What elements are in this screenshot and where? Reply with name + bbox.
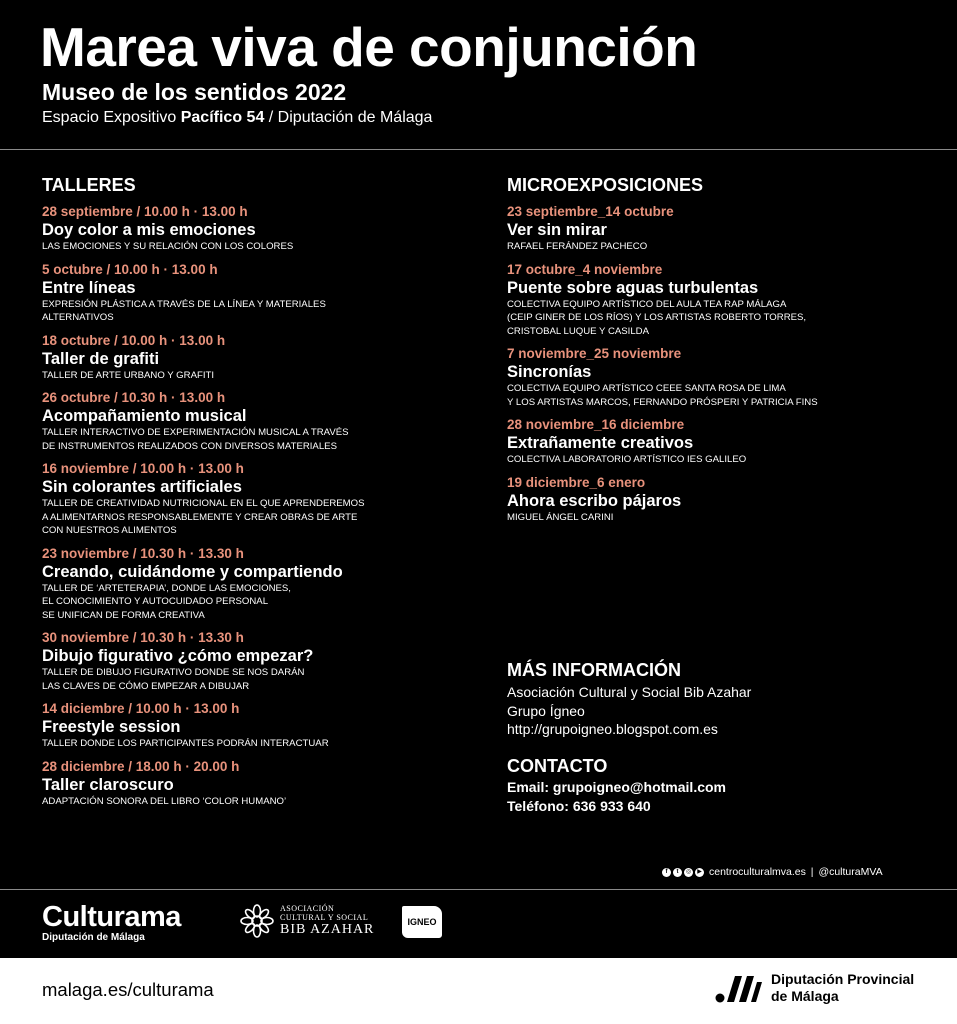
event-description: TALLER DONDE LOS PARTICIPANTES PODRÁN INTERACTUAR — [42, 738, 329, 749]
diputacion-logo — [715, 971, 914, 1005]
list-item — [42, 701, 482, 751]
talleres-list — [42, 204, 482, 808]
event-description: ADAPTACIÓN SONORA DEL LIBRO ‘COLOR HUMANO’ — [42, 795, 287, 807]
event-name: Creando, cuidándome y compartiendo — [42, 562, 343, 581]
event-date: 28 diciembre / 18.00 h · 20.00 h — [42, 758, 240, 774]
venue-prefix: Espacio Expositivo — [42, 109, 181, 126]
event-date: 28 noviembre_16 diciembre — [507, 417, 685, 432]
event-date: 23 septiembre_14 octubre — [507, 204, 674, 219]
event-description: TALLER DE ARTE URBANO Y GRAFITI — [42, 369, 215, 381]
event-name: Entre líneas — [42, 278, 136, 297]
culturama-subtitle: Diputación de Málaga — [42, 932, 145, 943]
twitter-icon[interactable]: t — [673, 868, 682, 877]
bib-line-3: BIB AZAHAR — [280, 922, 375, 937]
youtube-icon[interactable]: ▶ — [695, 868, 704, 877]
info-section — [507, 659, 927, 739]
event-name: Taller de grafiti — [42, 349, 160, 368]
list-item — [507, 417, 927, 467]
event-date: 19 diciembre_6 enero — [507, 474, 646, 490]
list-item — [507, 346, 927, 409]
list-item — [42, 204, 482, 254]
event-date: 26 octubre / 10.30 h · 13.00 h — [42, 390, 226, 405]
logos-bar — [0, 890, 957, 958]
list-item — [42, 262, 482, 325]
igneo-logo: IGNEO — [402, 906, 442, 938]
info-heading: MÁS INFORMACIÓN — [507, 660, 681, 680]
contact-phone: Teléfono: 636 933 640 — [507, 797, 651, 814]
social-separator: | — [807, 866, 817, 878]
info-link-blog[interactable]: http://grupoigneo.blogspot.com.es — [507, 721, 718, 737]
event-name: Ver sin mirar — [507, 221, 607, 239]
event-description: MIGUEL ÁNGEL CARINI — [507, 511, 614, 523]
talleres-heading: TALLERES — [42, 175, 136, 195]
event-name: Taller claroscuro — [42, 775, 174, 794]
info-line-group: Grupo Ígneo — [507, 702, 585, 719]
microexposiciones-list — [507, 204, 927, 524]
social-handle[interactable]: @culturaMVA — [818, 866, 883, 878]
bib-line-1: ASOCIACIÓN — [280, 904, 335, 913]
bib-line-2: CULTURAL Y SOCIAL — [280, 913, 369, 922]
contact-heading: CONTACTO — [507, 756, 608, 776]
event-name: Sin colorantes artificiales — [42, 478, 242, 496]
culturama-logo — [42, 902, 181, 944]
list-item — [42, 759, 482, 809]
list-item — [507, 475, 927, 525]
event-description: COLECTIVA EQUIPO ARTÍSTICO DEL AULA TEA RAP MÁLAGA (CEIP GINER DE LOS RÍOS) Y LOS ARTISTAS ROBERTO TORRES, CRISTOBAL LUQUE Y CASILDA — [507, 298, 807, 337]
event-date: 7 noviembre_25 noviembre — [507, 346, 682, 361]
info-line-association: Asociación Cultural y Social Bib Azahar — [507, 684, 752, 700]
event-description: EXPRESIÓN PLÁSTICA A TRAVÉS DE LA LÍNEA Y MATERIALES ALTERNATIVOS — [42, 298, 326, 323]
event-date: 18 octubre / 10.00 h · 13.00 h — [42, 332, 226, 348]
event-description: TALLER DE ‘ARTETERAPIA’, DONDE LAS EMOCIONES, EL CONOCIMIENTO Y AUTOCUIDADO PERSONAL SE UNIFICAN DE FORMA CREATIVA — [42, 582, 291, 621]
list-item — [42, 333, 482, 383]
event-description: LAS EMOCIONES Y SU RELACIÓN CON LOS COLORES — [42, 241, 294, 252]
list-item — [42, 461, 482, 538]
event-date: 14 diciembre / 10.00 h · 13.00 h — [42, 701, 240, 716]
contact-section — [507, 755, 927, 815]
contact-email[interactable]: Email: grupoigneo@hotmail.com — [507, 779, 726, 795]
bib-azahar-logo — [240, 904, 374, 938]
facebook-icon[interactable]: f — [662, 868, 671, 877]
list-item — [507, 262, 927, 339]
footer-bar — [0, 958, 957, 1024]
page-title: Marea viva de conjunción — [40, 16, 698, 78]
event-description: COLECTIVA EQUIPO ARTÍSTICO CEEE SANTA ROSA DE LIMA Y LOS ARTISTAS MARCOS, FERNANDO PRÓSPERI Y PATRICIA FINS — [507, 383, 818, 408]
instagram-icon[interactable]: ◎ — [685, 868, 692, 875]
event-name: Doy color a mis emociones — [42, 221, 256, 239]
venue-suffix: / Diputación de Málaga — [264, 109, 433, 126]
bib-azahar-text — [280, 904, 374, 938]
event-date: 5 octubre / 10.00 h · 13.00 h — [42, 261, 218, 277]
diputacion-text — [771, 971, 914, 1005]
event-date: 17 octubre_4 noviembre — [507, 261, 663, 277]
event-name: Extrañamente creativos — [507, 434, 694, 452]
header-divider — [0, 149, 957, 150]
event-description: TALLER INTERACTIVO DE EXPERIMENTACIÓN MUSICAL A TRAVÉS DE INSTRUMENTOS REALIZADOS CON DIVERSOS MATERIALES — [42, 427, 349, 452]
venue-bold: Pacífico 54 — [180, 109, 265, 126]
event-name: Dibujo figurativo ¿cómo empezar? — [42, 647, 314, 665]
event-name: Puente sobre aguas turbulentas — [507, 278, 759, 297]
flower-emblem-icon — [240, 904, 274, 938]
event-date: 28 septiembre / 10.00 h · 13.00 h — [42, 204, 248, 219]
event-date: 16 noviembre / 10.00 h · 13.00 h — [42, 461, 244, 476]
event-name: Freestyle session — [42, 718, 181, 736]
page-subtitle: Museo de los sentidos 2022 — [42, 79, 347, 105]
venue-line — [42, 107, 432, 129]
event-name: Acompañamiento musical — [42, 407, 247, 425]
event-description: TALLER DE DIBUJO FIGURATIVO DONDE SE NOS DARÁN LAS CLAVES DE CÓMO EMPEZAR A DIBUJAR — [42, 667, 305, 692]
microexposiciones-heading: MICROEXPOSICIONES — [507, 175, 704, 195]
social-site[interactable]: centroculturalmva.es — [709, 866, 806, 878]
event-date: 30 noviembre / 10.30 h · 13.30 h — [42, 630, 244, 645]
list-item — [42, 546, 482, 623]
event-description: COLECTIVA LABORATORIO ARTÍSTICO IES GALILEO — [507, 454, 747, 465]
microexposiciones-section — [507, 174, 927, 532]
talleres-section — [42, 174, 482, 816]
diputacion-line-1: Diputación Provincial — [771, 971, 915, 987]
list-item — [507, 204, 927, 254]
social-bar — [662, 866, 883, 878]
event-name: Ahora escribo pájaros — [507, 491, 682, 510]
event-date: 23 noviembre / 10.30 h · 13.30 h — [42, 545, 244, 561]
diputacion-emblem-icon — [715, 972, 763, 1004]
diputacion-line-2: de Málaga — [771, 988, 839, 1004]
culturama-wordmark: Culturama — [42, 901, 181, 933]
event-description: TALLER DE CREATIVIDAD NUTRICIONAL EN EL QUE APRENDEREMOS A ALIMENTARNOS RESPONSABLEMENTE Y CREAR OBRAS DE ARTE CON NUESTROS ALIMENTOS — [42, 498, 365, 536]
event-name: Sincronías — [507, 363, 592, 381]
event-description: RAFAEL FERÁNDEZ PACHECO — [507, 241, 648, 252]
list-item — [42, 630, 482, 693]
list-item — [42, 390, 482, 453]
footer-url[interactable]: malaga.es/culturama — [42, 979, 214, 1000]
